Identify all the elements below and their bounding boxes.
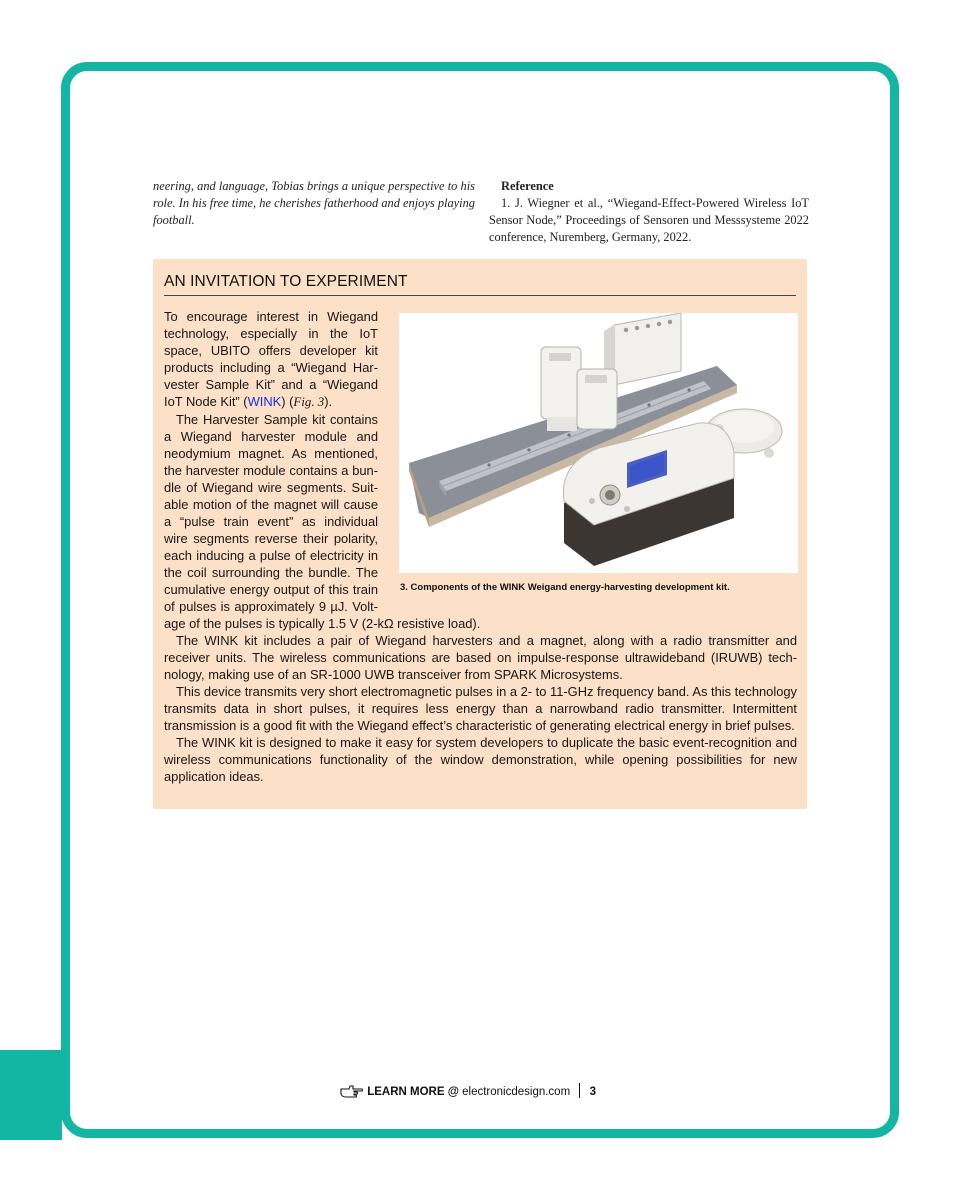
pointing-hand-icon: [340, 1085, 364, 1101]
author-bio-text: neering, and language, Tobias brings a unique perspective to his role. In his free time, he cherishes fatherhood and enjoys playing football.: [153, 179, 475, 227]
paragraph-4: This device transmits very short electromagnetic pulses in a 2- to 11-GHz frequency band. As this technology transmits data in short pulses, it requires less energy than a narrowband radio transmitter. Intermittent transmission is a good fit with the Wiegand effect’s characteristic of generating electrical energy in brief pulses.: [164, 684, 797, 733]
learn-more-label: LEARN MORE @: [367, 1086, 459, 1098]
wink-link[interactable]: WINK: [247, 394, 282, 409]
paragraph-3: The WINK kit includes a pair of Wiegand harvesters and a magnet, along with a radio transmitter and receiver units. The wireless communications are based on impulse-response ultrawideband (IRUWB) technology, making use of an SR-1000 UWB transceiver from SPARK Microsystems.: [164, 633, 797, 682]
paragraph-1-text: To encourage interest in Wiegand technology, especially in the IoT space, UBITO offers developer kit products including a “Wiegand Harvester Sample Kit” and a “Wiegand IoT Node Kit” (: [164, 309, 378, 409]
author-bio: [153, 178, 475, 229]
paragraph-2: The Harvester Sample kit contains a Wiegand harvester module and neodymium magnet. As mentioned, the harvester module contains a bundle of Wiegand wire segments. Suitable motion of the magnet will cause a “pulse train event” as individual wire segments reverse their polarity, each inducing a pulse of electricity in the coil surrounding the bundle. The cumulative energy output of this train of pulses is approximately 9 µJ. Voltage of the pulses is typically 1.5 V (2-kΩ resistive load).: [164, 412, 481, 631]
reference-block: [489, 178, 809, 246]
reference-heading: Reference: [501, 179, 554, 193]
figure-reference: Fig. 3: [293, 395, 325, 409]
sidebar-title: AN INVITATION TO EXPERIMENT: [164, 273, 796, 296]
reference-entry: 1. J. Wiegner et al., “Wiegand-Effect-Powered Wireless IoT Sensor Node,” Proceedings of Sensoren und Messsysteme 2022 conference, Nuremberg, Germany, 2022.: [489, 196, 809, 244]
footer-divider: [579, 1083, 580, 1098]
sidebar-body: [164, 308, 797, 785]
site-link[interactable]: electronicdesign.com: [462, 1086, 571, 1098]
paragraph-1-end: ).: [324, 394, 333, 409]
paragraph-5: The WINK kit is designed to make it easy for system developers to duplicate the basic event-recognition and wireless communications functionality of the window demonstration, while opening possibilities for new application ideas.: [164, 735, 797, 784]
page-number: 3: [589, 1086, 596, 1098]
paragraph-1-paren: ) (: [281, 394, 294, 409]
figure-float-spacer: [387, 308, 797, 602]
corner-tab: [0, 1050, 62, 1140]
page-footer: [340, 1083, 640, 1101]
figure-caption: 3. Components of the WINK Weigand energy-harvesting development kit.: [400, 582, 730, 593]
sidebar-box: [153, 259, 807, 809]
